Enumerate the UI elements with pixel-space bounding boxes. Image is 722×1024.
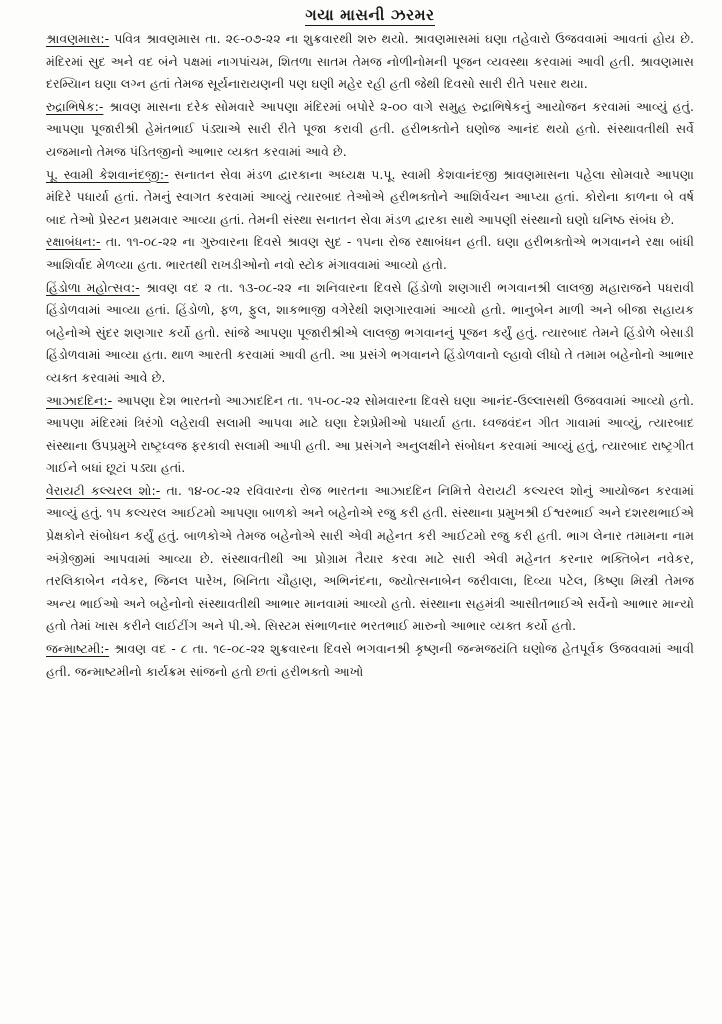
section-hindola-mahotsav <box>46 277 694 390</box>
section-heading: વેરાયટી કલ્ચરલ શો:- <box>46 482 161 498</box>
section-text: શ્રાવણ માસના દરેક સોમવારે આપણા મંદિરમાં બપોરે ૨-૦૦ વાગે સમુહ રુદ્રાભિષેકનું આયોજન કરવામાં આવ્યું હતું. આપણા પૂજારીશ્રી હેમંતભાઈ પંડ્યાએ સારી રીતે પૂજા કરાવી હતી. હરીભક્તોને ઘણોજ આનંદ થયો હતો. સંસ્થાવતીથી સર્વે યજમાનો તેમજ પંડિતજીનો આભાર વ્યક્ત કરવામાં આવે છે. <box>46 98 694 159</box>
section-janmashtami <box>46 638 694 683</box>
section-heading: આઝાદદિન:- <box>46 392 113 408</box>
section-heading: પૂ. સ્વામી કેશવાનંદજી:- <box>46 166 169 182</box>
section-rudrabhishek <box>46 96 694 164</box>
section-text: શ્રાવણ વદ - ૮ તા. ૧૯-૦૮-૨૨ શુક્રવારના દિવસે ભગવાનશ્રી કૃષ્ણની જન્મજયંતિ ઘણોજ હેતપૂર્વક ઉજવવામાં આવી હતી. જન્માષ્ટમીનો કાર્યક્રમ સાંજનો હતો છતાં હરીભક્તો આખો <box>46 641 694 679</box>
section-text: આપણા દેશ ભારતનો આઝાદદિન તા. ૧૫-૦૮-૨૨ સોમવારના દિવસે ઘણા આનંદ-ઉલ્લાસથી ઉજવવામાં આવ્યો હતો. આપણા મંદિરમાં ત્રિરંગો લહેરાવી સલામી આપવા માટે ઘણા દેશપ્રેમીઓ પધાર્યા હતા. ધ્વજવંદન ગીત ગાવામાં આવ્યું, ત્યારબાદ સંસ્થાના ઉપપ્રમુખે રાષ્ટ્રધ્વજ ફરકાવી સલામી આપી હતી. આ પ્રસંગને અનુલક્ષીને સંબોધન કરવામાં આવ્યું હતું, ત્યારબાદ રાષ્ટ્રગીત ગાઈને બધાં છૂટાં પડ્યા હતાં. <box>46 392 694 476</box>
section-text: પવિત્ર શ્રાવણમાસ તા. ૨૯-૦૭-૨૨ ના શુક્રવારથી શરુ થયો. શ્રાવણમાસમાં ઘણા તહેવારો ઉજવવામાં આવતાં હોય છે. મંદિરમાં સુદ અને વદ બંને પક્ષમાં નાગપાંચમ, શિતળા સાતમ તેમજ નોળીનોમની પૂજન વ્યવસ્થા કરવામાં આવી હતી. શ્રાવણમાસ દરમ્યિાન ઘણા લગ્ન હતાં તેમજ સૂર્યનારાયણની પણ ઘણી મહેર રહી હતી જેથી દિવસો સારી રીતે પસાર થયા. <box>46 31 694 92</box>
section-heading: હિંડોળા મહોત્સવ:- <box>46 279 140 295</box>
section-shravan-maas <box>46 28 694 96</box>
section-heading: શ્રાવણમાસ:- <box>46 31 110 46</box>
section-heading: રુદ્રાભિષેક:- <box>46 98 104 114</box>
section-swami-keshavanandji <box>46 164 694 232</box>
section-text: શ્રાવણ વદ ૨ તા. ૧૩-૦૮-૨૨ ના શનિવારના દિવસે હિંડોળો શણગારી ભગવાનશ્રી લાલજી મહારાજને પધરાવી હિંડોળવામાં આવ્યા હતાં. હિંડોળો, ફળ, ફુલ, શાકભાજી વગેરેથી શણગારવામાં આવ્યો હતો. ભાનુબેન માળી અને બીજા સહાયક બહેનોએ સુંદર શણગાર કર્યો હતો. સાંજે આપણા પૂજારીશ્રીએ લાલજી ભગવાનનું પૂજન કર્યું હતું. ત્યારબાદ તેમને હિંડોળે બેસાડી હિંડોળવામાં આવ્યા હતા. થાળ આરતી કરવામાં આવી હતી. આ પ્રસંગે ભગવાનને હિંડોળવાનો લ્હાવો લીધો તે તમામ બહેનોનો આભાર વ્યક્ત કરવામાં આવે છે. <box>46 279 694 385</box>
section-azaadi-din <box>46 390 694 480</box>
page-title: ગયા માસની ઝરમર <box>305 6 435 24</box>
section-heading: જન્માષ્ટમી:- <box>46 641 110 657</box>
section-text: તા. ૧૪-૦૮-૨૨ રવિવારના રોજ ભારતના આઝાદદિન નિમિત્તે વેરાયટી કલ્ચરલ શોનું આયોજન કરવામાં આવ્યું હતું. ૧૫ કલ્ચરલ આઈટમો આપણા બાળકો અને બહેનોએ રજુ કરી હતી. સંસ્થાના પ્રમુખશ્રી ઈશ્વરભાઈ અને દશરથભાઈએ પ્રેક્ષકોને સંબોધન કર્યું હતું. બાળકોએ તેમજ બહેનોએ સારી એવી મહેનત કરી આઈટમો રજુ કરી હતી. ભાગ લેનાર તમામના નામ અંગ્રેજીમાં આપવામાં આવ્યા છે. સંસ્થાવતીથી આ પ્રોગ્રામ તૈયાર કરવા માટે સારી એવી મહેનત કરનાર ભક્તિબેન નવેકર, તરલિકાબેન નવેકર, જિનલ પારેખ, બિનિતા ચૌહાણ, અભિનંદના, જ્યોત્સનાબેન જરીવાલા, દિવ્યા પટેલ, કિષ્ણા મિસ્ત્રી તેમજ અન્ય ભાઈઓ અને બહેનોનો સંસ્થાવતીથી આભાર માનવામાં આવ્યો હતો. સંસ્થાના સહમંત્રી આસીતભાઈએ સર્વેનો આભાર માન્યો હતો તેમાં ખાસ કરીને લાઈટીંગ અને પી.એ. સિસ્ટમ સંભાળનાર ભરતભાઈ મારુનો આભાર વ્યક્ત કર્યો હતો. <box>46 482 694 634</box>
section-variety-cultural-show <box>46 480 694 638</box>
section-heading: રક્ષાબંધન:- <box>46 234 101 250</box>
section-rakshabandhan <box>46 231 694 276</box>
section-text: તા. ૧૧-૦૮-૨૨ ના ગુરુવારના દિવસે શ્રાવણ સુદ - ૧૫ના રોજ રક્ષાબંધન હતી. ઘણા હરીભક્તોએ ભગવાનને રક્ષા બાંધી આશિર્વાદ મેળવ્યા હતા. ભારતથી રાખડીઓનો નવો સ્ટોક મંગાવવામાં આવ્યો હતો. <box>46 234 694 272</box>
section-text: સનાતન સેવા મંડળ દ્વારકાના અધ્યક્ષ પ.પૂ. સ્વામી કેશવાનંદજી શ્રાવણમાસના પહેલા સોમવારે આપણા મંદિરે પધાર્યા હતાં. તેમનું સ્વાગત કરવામાં આવ્યું ત્યારબાદ તેઓએ હરીભક્તોને આશિર્વચન આપ્યા હતાં. કોરોના કાળના બે વર્ષ બાદ તેઓ પ્રેસ્ટન પ્રથમવાર આવ્યા હતાં. તેમની સંસ્થા સનાતન સેવા મંડળ દ્વારકા સાથે આપણી સંસ્થાનો ઘણો ઘનિષ્ઠ સંબંધ છે. <box>46 166 694 227</box>
